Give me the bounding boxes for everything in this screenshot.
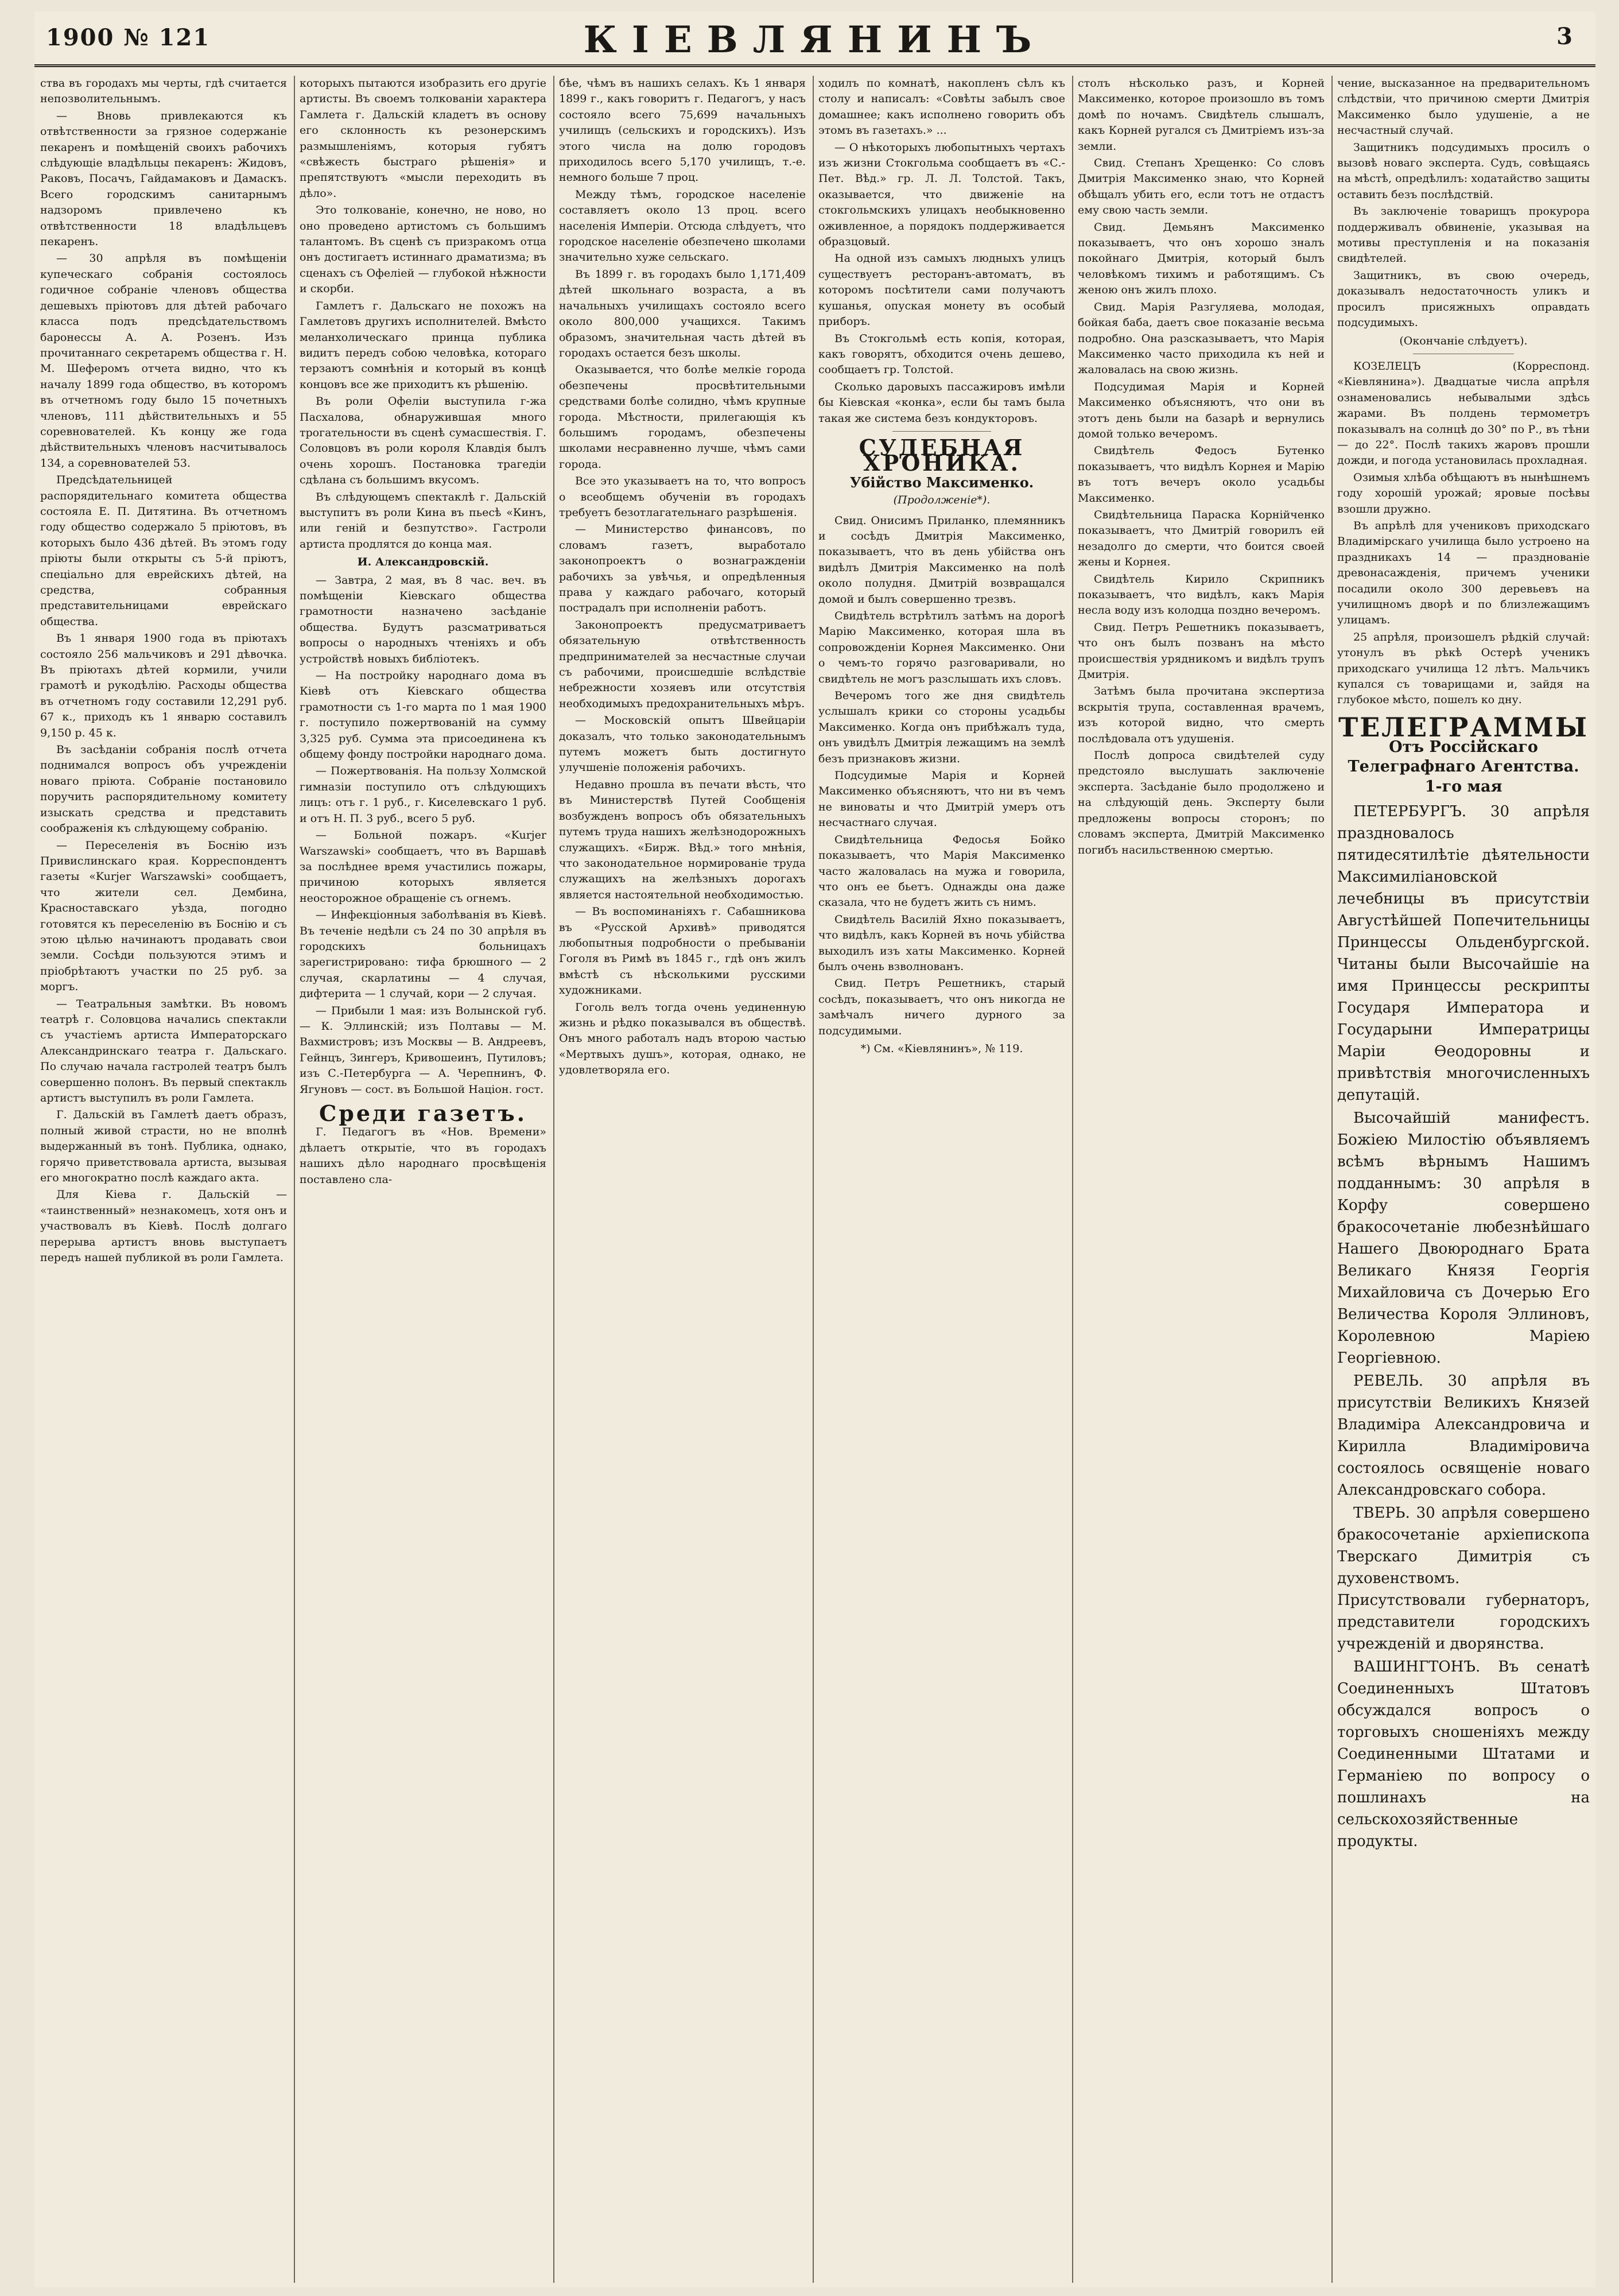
- paragraph: Гамлетъ г. Дальскаго не похожъ на Гамлетовъ другихъ исполнителей. Вмѣсто меланхолическаго принца публика видитъ передъ собою человѣка, котораго терзаютъ сомнѣнія и который въ концѣ концовъ все же приходитъ къ рѣшенію.: [300, 299, 546, 391]
- newspaper-title: КІЕВЛЯНИНЪ: [583, 18, 1047, 61]
- page-number: 3: [1556, 23, 1573, 50]
- paragraph: — Пожертвованія. На пользу Холмской гимназіи поступило отъ слѣдующихъ лицъ: отъ г. 1 руб., г. Киселевскаго 1 руб. и отъ Н. П. 3 руб., всего 5 руб.: [300, 765, 546, 825]
- paragraph: ТВЕРЬ. 30 апрѣля совершено бракосочетаніе архіепископа Тверскаго Димитрія съ духовенствомъ. Присутствовали губернаторъ, представители городскихъ учрежденій и дворянства.: [1337, 1504, 1590, 1653]
- paragraph: Высочайшій манифестъ. Божіею Милостію объявляемъ всѣмъ вѣрнымъ Нашимъ подданнымъ: 30 апрѣля в Корфу совершено бракосочетаніе любезнѣйшаго Нашего Двоюроднаго Брата Великаго Князя Георгія Михайловича съ Дочерью Его Величества Короля Эллиновъ, Королевною Маріею Георгіевною.: [1337, 1109, 1590, 1367]
- column-1: [40, 76, 287, 2283]
- paragraph: Свид. Марія Разгуляева, молодая, бойкая баба, даетъ свое показаніе весьма подробно. Она разсказываетъ, что Марія Максименко часто приходила къ ней и жаловалась на свою жизнь.: [1078, 300, 1325, 377]
- paragraph: Это толкованіе, конечно, не ново, но оно проведено артистомъ съ большимъ талантомъ. Въ сценѣ съ призракомъ отца онъ достигаетъ истиннаго драматизма; въ сценахъ съ Офеліей — глубокой нѣжности и скорби.: [300, 204, 546, 296]
- column-2: [300, 76, 546, 2283]
- telegrams-subtitle: Отъ Россійскаго Телеграфнаго Агентства.: [1348, 738, 1579, 776]
- paragraph: ВАШИНГТОНЪ. Въ сенатѣ Соединенныхъ Штатовъ обсуждался вопросъ о торговыхъ сношеніяхъ между Соединенными Штатами и Германіею по вопросу о пошлинахъ на сельскохозяйственные продукты.: [1337, 1658, 1590, 1850]
- telegrams-date: 1-го мая: [1424, 778, 1502, 796]
- column-divider: [1072, 76, 1073, 2283]
- paragraph: Въ заключеніе товарищъ прокурора поддерживалъ обвиненіе, указывая на мотивы преступленія и на показанія свидѣтелей.: [1337, 205, 1590, 265]
- paragraph: Свид. Петръ Решетникъ, старый сосѣдъ, показываетъ, что онъ никогда не замѣчалъ ничего дурного за подсудимыми.: [818, 977, 1065, 1037]
- continued-note: (Окончаніе слѣдуетъ).: [1399, 334, 1528, 347]
- paragraph: — Московскій опытъ Швейцаріи доказалъ, что только законодательнымъ путемъ можетъ быть достигнуто улучшеніе положенія рабочихъ.: [559, 714, 806, 774]
- masthead: [34, 11, 1595, 75]
- footnote: *) См. «Кіевлянинъ», № 119.: [860, 1042, 1023, 1055]
- paragraph: — Театральныя замѣтки. Въ новомъ театрѣ г. Соловцова начались спектакли съ участіемъ артиста Императорскаго Александринскаго театра г. Дальскаго. По случаю начала гастролей театръ былъ совершенно полонъ. Въ первый спектакль артистъ выступилъ въ роли Гамлета.: [40, 997, 287, 1104]
- paragraph: — 30 апрѣля въ помѣщеніи купеческаго собранія состоялось годичное собраніе членовъ общества дешевыхъ пріютовъ для дѣтей рабочаго класса подъ предсѣдательствомъ баронессы А. А. Розенъ. Изъ прочитаннаго секретаремъ общества г. Н. М. Шеферомъ отчета видно, что къ началу 1899 года общество, въ которомъ въ отчетномъ году было 15 почетныхъ членовъ, 111 дѣйствительныхъ и 55 соревнователей. Къ концу же года дѣйствительныхъ членовъ насчитывалось 134, а соревнователей 53.: [40, 252, 287, 470]
- paragraph: РЕВЕЛЬ. 30 апрѣля въ присутствіи Великихъ Князей Владиміра Александровича и Кирилла Владиміровича состоялось освященіе новаго Александровскаго собора.: [1337, 1372, 1590, 1499]
- article-note: (Продолженіе*).: [893, 494, 991, 507]
- paragraph: — Переселенія въ Боснію изъ Привислинскаго края. Корреспондентъ газеты «Kurjer Warszawski» сообщаетъ, что жители сел. Дембина, Красноставскаго уѣзда, погодно готовятся къ переселенію въ Боснію и съ этою цѣлью начинаютъ продавать свои земли. Сосѣди пользуются этимъ и пріобрѣтаютъ участки по 25 руб. за моргъ.: [40, 839, 287, 994]
- paragraph: Недавно прошла въ печати вѣсть, что въ Министерствѣ Путей Сообщенія возбужденъ вопросъ объ обязательныхъ путемъ труда нашихъ желѣзнодорожныхъ служащихъ. «Бирж. Вѣд.» того мнѣнія, что законодательное нормированіе труда служащихъ на желѣзныхъ дорогахъ является настоятельной необходимостью.: [559, 778, 806, 901]
- paragraph: Защитникъ, въ свою очередь, доказывалъ недостаточность уликъ и просилъ присяжныхъ оправдать подсудимыхъ.: [1337, 269, 1590, 329]
- paragraph: Послѣ допроса свидѣтелей суду предстояло выслушать заключеніе эксперта. Засѣданіе было продолжено и на слѣдующій день. Эксперту были предложены вопросы сторонъ; по словамъ эксперта, Дмитрій Максименко погибъ насильственною смертью.: [1078, 749, 1325, 856]
- paragraph: — Вновь привлекаются къ отвѣтственности за грязное содержаніе пекаренъ и помѣщеній своихъ рабочихъ слѣдующіе владѣльцы пекаренъ: Жидовъ, Раковъ, Посачъ, Гайдамаковъ и Дамаскъ. Всего городскимъ санитарнымъ надзоромъ привлечено къ отвѣтственности 18 владѣльцевъ пекаренъ.: [40, 109, 287, 249]
- column-divider: [553, 76, 554, 2283]
- column-divider: [1331, 76, 1333, 2283]
- paragraph: Въ 1 января 1900 года въ пріютахъ состояло 256 мальчиковъ и 291 дѣвочка. Въ пріютахъ дѣтей кормили, учили грамотѣ и рукодѣлію. Расходы общества въ отчетномъ году составили 12,291 руб. 67 к., приходъ къ 1 январю составилъ 9,150 р. 45 к.: [40, 632, 287, 739]
- paragraph: Свид. Демьянъ Максименко показываетъ, что онъ хорошо зналъ покойнаго Дмитрія, который былъ человѣкомъ тихимъ и работящимъ. Съ женою онъ жилъ плохо.: [1078, 220, 1325, 297]
- column-5: [1078, 76, 1325, 2283]
- paragraph: Свид. Петръ Решетникъ показываетъ, что онъ былъ позванъ на мѣсто происшествія урядникомъ и видѣлъ трупъ Дмитрія.: [1078, 620, 1325, 681]
- paragraph: Свидѣтель Кирило Скрипникъ показываетъ, что видѣлъ, какъ Марія несла воду изъ колодца поздно вечеромъ.: [1078, 572, 1325, 617]
- paragraph: бѣе, чѣмъ въ нашихъ селахъ. Къ 1 января 1899 г., какъ говоритъ г. Педагогъ, у насъ состояло всего 75,699 начальныхъ училищъ (сельскихъ и городскихъ). Изъ этого числа на долю городовъ приходилось всего 5,170 училищъ, т.-е. немного больше 7 проц.: [559, 77, 806, 184]
- paragraph: ПЕТЕРБУРГЪ. 30 апрѣля праздновалось пятидесятилѣтіе дѣятельности Максимиліановской лечебницы въ присутствіи Августѣйшей Попечительницы Принцессы Ольденбургской. Читаны были Высочайшіе на имя Принцессы рескрипты Государя Императора и Государыни Императрицы Маріи Ѳеодоровны и привѣтствія многочисленныхъ депутацій.: [1337, 802, 1590, 1104]
- paragraph: Въ засѣданіи собранія послѣ отчета поднимался вопросъ объ учрежденіи новаго пріюта. Собраніе постановило поручить распорядительному комитету изыскать средства и представить соображенія къ слѣдующему собранію.: [40, 743, 287, 835]
- paragraph: Свид. Онисимъ Приланко, племянникъ и сосѣдъ Дмитрія Максименко, показываетъ, что въ день убійства онъ видѣлъ Дмитрія Максименко на полѣ около полудня. Дмитрій возвращался домой и былъ совершенно трезвъ.: [818, 514, 1065, 606]
- paragraph: Для Кіева г. Дальскій — «таинственный» незнакомецъ, хотя онъ и участвовалъ въ Кіевѣ. Послѣ долгаго перерыва артистъ вновь выступаетъ передъ нашей публикой въ роли Гамлета.: [40, 1188, 287, 1265]
- paragraph: Г. Педагогъ въ «Нов. Времени» дѣлаетъ открытіе, что въ городахъ нашихъ дѣло народнаго просвѣщенія поставлено сла-: [300, 1126, 546, 1186]
- paragraph: Озимыя хлѣба обѣщаютъ въ нынѣшнемъ году хорошій урожай; яровые посѣвы взошли дружно.: [1337, 471, 1590, 515]
- paragraph: Затѣмъ была прочитана экспертиза вскрытія трупа, составленная врачемъ, изъ которой видно, что смерть послѣдовала отъ удушенія.: [1078, 685, 1325, 745]
- paragraph: Подсудимая Марія и Корней Максименко объясняютъ, что они въ этотъ день были на базарѣ и вернулись домой только вечеромъ.: [1078, 380, 1325, 440]
- paragraph: Свидѣтельница Параска Корнійченко показываетъ, что Дмитрій говорилъ ей незадолго до смерти, что боится своей жены и Корнея.: [1078, 508, 1325, 569]
- paragraph: Сколько даровыхъ пассажировъ имѣли бы Кіевская «конка», если бы тамъ была такая же система безъ кондукторовъ.: [818, 380, 1065, 425]
- paragraph: Въ слѣдующемъ спектаклѣ г. Дальскій выступитъ въ роли Кина въ пьесѣ «Кинъ, или геній и безпутство». Гастроли артиста продлятся до конца мая.: [300, 490, 546, 550]
- paragraph: КОЗЕЛЕЦЪ (Корреспонд. «Кіевлянина»). Двадцатые числа апрѣля ознаменовались небывалыми здѣсь жарами. Въ полдень термометръ показывалъ на солнцѣ до 30° по Р., въ тѣни — до 22°. Послѣ такихъ жаровъ прошли дожди, и погода установилась прохладная.: [1337, 359, 1590, 467]
- paragraph: — Завтра, 2 мая, въ 8 час. веч. въ помѣщеніи Кіевскаго общества грамотности назначено засѣданіе общества. Будутъ разсматриваться вопросы о народныхъ чтеніяхъ и объ устройствѣ новыхъ библіотекъ.: [300, 573, 546, 665]
- telegrams-title: ТЕЛЕГРАММЫ: [1338, 711, 1589, 743]
- paragraph: которыхъ пытаются изобразить его другіе артисты. Въ своемъ толкованіи характера Гамлета г. Дальскій кладетъ въ основу его склонность къ резонерскимъ размышленіямъ, которыя губятъ «свѣжесть быстраго рѣшенія» и препятствуютъ «мысли переходить въ дѣло».: [300, 77, 546, 200]
- paragraph: — Въ воспоминаніяхъ г. Сабашникова въ «Русской Архивѣ» приводятся любопытныя подробности о пребываніи Гоголя въ Римѣ въ 1845 г., гдѣ онъ жилъ вмѣстѣ съ нѣсколькими русскими художниками.: [559, 905, 806, 997]
- paragraph: Оказывается, что болѣе мелкіе города обезпечены просвѣтительными средствами болѣе солидно, чѣмъ крупные города. Мѣстности, прилегающія къ большимъ городамъ, обезпечены школами несравненно лучше, чѣмъ сами города.: [559, 363, 806, 471]
- paragraph: Предсѣдательницей распорядительнаго комитета общества состояла Е. П. Дитятина. Въ отчетномъ году общество содержало 5 пріютовъ, въ которыхъ было 436 дѣтей. Въ этомъ году пріюты были открыты съ 5-й пріютъ, спеціально для еврейскихъ дѣтей, на средства, собранныя представительницами еврейскаго общества.: [40, 474, 287, 628]
- paragraph: Законопроектъ предусматриваетъ обязательную отвѣтственность предпринимателей за несчастные случаи съ рабочими, происшедшіе вслѣдствіе небрежности хозяевъ или отсутствія необходимыхъ предохранительныхъ мѣръ.: [559, 618, 806, 710]
- paragraph: Свидѣтель Василій Яхно показываетъ, что видѣлъ, какъ Корней въ ночь убійства выходилъ изъ хаты Максименко. Корней былъ очень взволнованъ.: [818, 913, 1065, 973]
- paragraph: — О нѣкоторыхъ любопытныхъ чертахъ изъ жизни Стокгольма сообщаетъ въ «С.-Пет. Вѣд.» гр. Л. Л. Толстой. Такъ, оказывается, что движеніе на стокгольмскихъ улицахъ необыкновенно оживленное, а порядокъ поддерживается образцовый.: [818, 141, 1065, 249]
- paragraph: На одной изъ самыхъ людныхъ улицъ существуетъ ресторанъ-автоматъ, въ которомъ посѣтители сами получаютъ кушанья, опуская монету въ особый приборъ.: [818, 252, 1065, 328]
- column-3: [559, 76, 806, 2283]
- separator-rule: [892, 431, 991, 432]
- section-title-among-newspapers: Среди газетъ.: [319, 1100, 527, 1126]
- column-divider: [813, 76, 814, 2283]
- paragraph: — На постройку народнаго дома въ Кіевѣ отъ Кіевскаго общества грамотности съ 1-го марта по 1 мая 1900 г. поступило пожертвованій на сумму 3,325 руб. Сумма эта присоединена къ общему фонду постройки народнаго дома.: [300, 669, 546, 761]
- paragraph: Гоголь велъ тогда очень уединенную жизнь и рѣдко показывался въ обществѣ. Онъ много работалъ надъ второю частью «Мертвыхъ душъ», которая, однако, не удовлетворяла его.: [559, 1000, 806, 1077]
- paragraph: Въ апрѣлѣ для учениковъ приходскаго Владимірскаго училища было устроено на праздникахъ 14 — празднованіе древонасажденія, причемъ ученики посадили около 300 деревьевъ на училищномъ дворѣ и по близлежащимъ улицамъ.: [1337, 519, 1590, 627]
- paragraph: ства въ городахъ мы черты, гдѣ считается непозволительнымъ.: [40, 77, 287, 106]
- paragraph: Свид. Степанъ Хрещенко: Со словъ Дмитрія Максименко знаю, что Корней обѣщалъ убить его, если тотъ не отдастъ ему свою часть земли.: [1078, 157, 1325, 217]
- paragraph: — Министерство финансовъ, по словамъ газетъ, выработало законопроектъ о вознагражденіи рабочихъ за увѣчья, и опредѣленныя права у каждаго рабочаго, который пострадалъ при исполненіи работъ.: [559, 523, 806, 615]
- paragraph: Свидѣтель встрѣтилъ затѣмъ на дорогѣ Марію Максименко, которая шла въ сопровожденіи Корнея Максименко. Они о чемъ-то горячо разговаривали, но свидѣтель не могъ разслышать ихъ словъ.: [818, 610, 1065, 685]
- section-title-court-chronicle: СУДЕБНАЯ ХРОНИКА.: [859, 434, 1025, 476]
- paragraph: Свидѣтель Федосъ Бутенко показываетъ, что видѣлъ Корнея и Марію въ тотъ вечеръ около усадьбы Максименко.: [1078, 444, 1325, 505]
- author-signature: И. Александровскій.: [357, 556, 489, 569]
- masthead-rule: [34, 64, 1595, 67]
- column-4: [818, 76, 1065, 2283]
- paragraph: столъ нѣсколько разъ, и Корней Максименко, которое произошло въ томъ домѣ по ночамъ. Свидѣтель слышалъ, какъ Корней ругался съ Дмитріемъ изъ-за земли.: [1078, 77, 1325, 153]
- paragraph: Въ роли Офеліи выступила г-жа Пасхалова, обнаружившая много трогательности въ сценѣ сумасшествія. Г. Соловцовъ въ роли короля Клавдія былъ очень хорошъ. Постановка трагедіи сдѣлана съ большимъ вкусомъ.: [300, 395, 546, 487]
- paragraph: Свидѣтельница Федосья Бойко показываетъ, что Марія Максименко часто жаловалась на мужа и говорила, что онъ ее бьетъ. Однажды она даже сказала, что не будетъ жить съ нимъ.: [818, 833, 1065, 909]
- paragraph: Въ 1899 г. въ городахъ было 1,171,409 дѣтей школьнаго возраста, а въ начальныхъ училищахъ состояло всего около 800,000 учащихся. Такимъ образомъ, значительная часть дѣтей въ городахъ остается безъ школы.: [559, 267, 806, 359]
- column-6: [1337, 76, 1590, 2283]
- issue-number: 1900 № 121: [46, 24, 211, 51]
- paragraph: чение, высказанное на предварительномъ слѣдствіи, что причиною смерти Дмитрія Максименко было удушеніе, а не несчастный случай.: [1337, 77, 1590, 137]
- column-divider: [294, 76, 295, 2283]
- paragraph: Между тѣмъ, городское населеніе составляетъ около 13 проц. всего населенія Имперіи. Отсюда слѣдуетъ, что городское населеніе обезпечено школами значительно хуже сельскаго.: [559, 188, 806, 264]
- paragraph: — Больной пожаръ. «Kurjer Warszawski» сообщаетъ, что въ Варшавѣ за послѣднее время участились пожары, причиною которыхъ является неосторожное обращеніе съ огнемъ.: [300, 829, 546, 905]
- paragraph: 25 апрѣля, произошелъ рѣдкій случай: утонулъ въ рѣкѣ Остерѣ ученикъ приходскаго училища 12 лѣтъ. Мальчикъ купался съ товарищами и, зайдя на глубокое мѣсто, пошелъ ко дну.: [1337, 630, 1590, 707]
- paragraph: — Инфекціонныя заболѣванія въ Кіевѣ. Въ теченіе недѣли съ 24 по 30 апрѣля въ городскихъ больницахъ зарегистрировано: тифа брюшного — 2 случая, скарлатины — 4 случая, дифтерита — 1 случай, кори — 2 случая.: [300, 909, 546, 1000]
- paragraph: Все это указываетъ на то, что вопросъ о всеобщемъ обученіи въ городахъ требуетъ безотлагательнаго разрѣшенія.: [559, 475, 806, 519]
- paragraph: ходилъ по комнатѣ, накопленъ сѣлъ къ столу и написалъ: «Совѣты забылъ свое домашнее; какъ исполнено говорить объ этомъ въ газетахъ.» ...: [818, 77, 1065, 137]
- paragraph: Вечеромъ того же дня свидѣтель услышалъ крики со стороны усадьбы Максименко. Когда онъ прибѣжалъ туда, онъ увидѣлъ Дмитрія лежащимъ на землѣ безъ признаковъ жизни.: [818, 689, 1065, 765]
- paragraph: Въ Стокгольмѣ есть копія, которая, какъ говорятъ, обходится очень дешево, сообщаетъ гр. Толстой.: [818, 332, 1065, 377]
- paragraph: Г. Дальскій въ Гамлетѣ даетъ образъ, полный живой страсти, но не вполнѣ выдержанный въ тонѣ. Публика, однако, горячо приветствовала артиста, вызывая его многократно послѣ каждаго акта.: [40, 1108, 287, 1185]
- paragraph: Подсудимые Марія и Корней Максименко объясняютъ, что ни въ чемъ не виноваты и что Дмитрій умеръ отъ несчастнаго случая.: [818, 769, 1065, 829]
- newspaper-page: [34, 11, 1595, 2287]
- paragraph: Защитникъ подсудимыхъ просилъ о вызовѣ новаго эксперта. Судъ, совѣщаясь на мѣстѣ, опредѣлилъ: ходатайство защиты оставить безъ послѣдствій.: [1337, 141, 1590, 201]
- telegrams-body: [1337, 801, 1590, 1852]
- article-title: Убійство Максименко.: [849, 474, 1034, 491]
- paragraph: — Прибыли 1 мая: изъ Волынской губ. — К. Эллинскій; изъ Полтавы — М. Вахмистровъ; изъ Москвы — В. Андреевъ, Гейнцъ, Зингеръ, Кривошеинъ, Путиловъ; изъ С.-Петербурга — А. Черепнинъ, Ф. Ягуновъ — сост. въ Большой Націон. гост.: [300, 1004, 546, 1096]
